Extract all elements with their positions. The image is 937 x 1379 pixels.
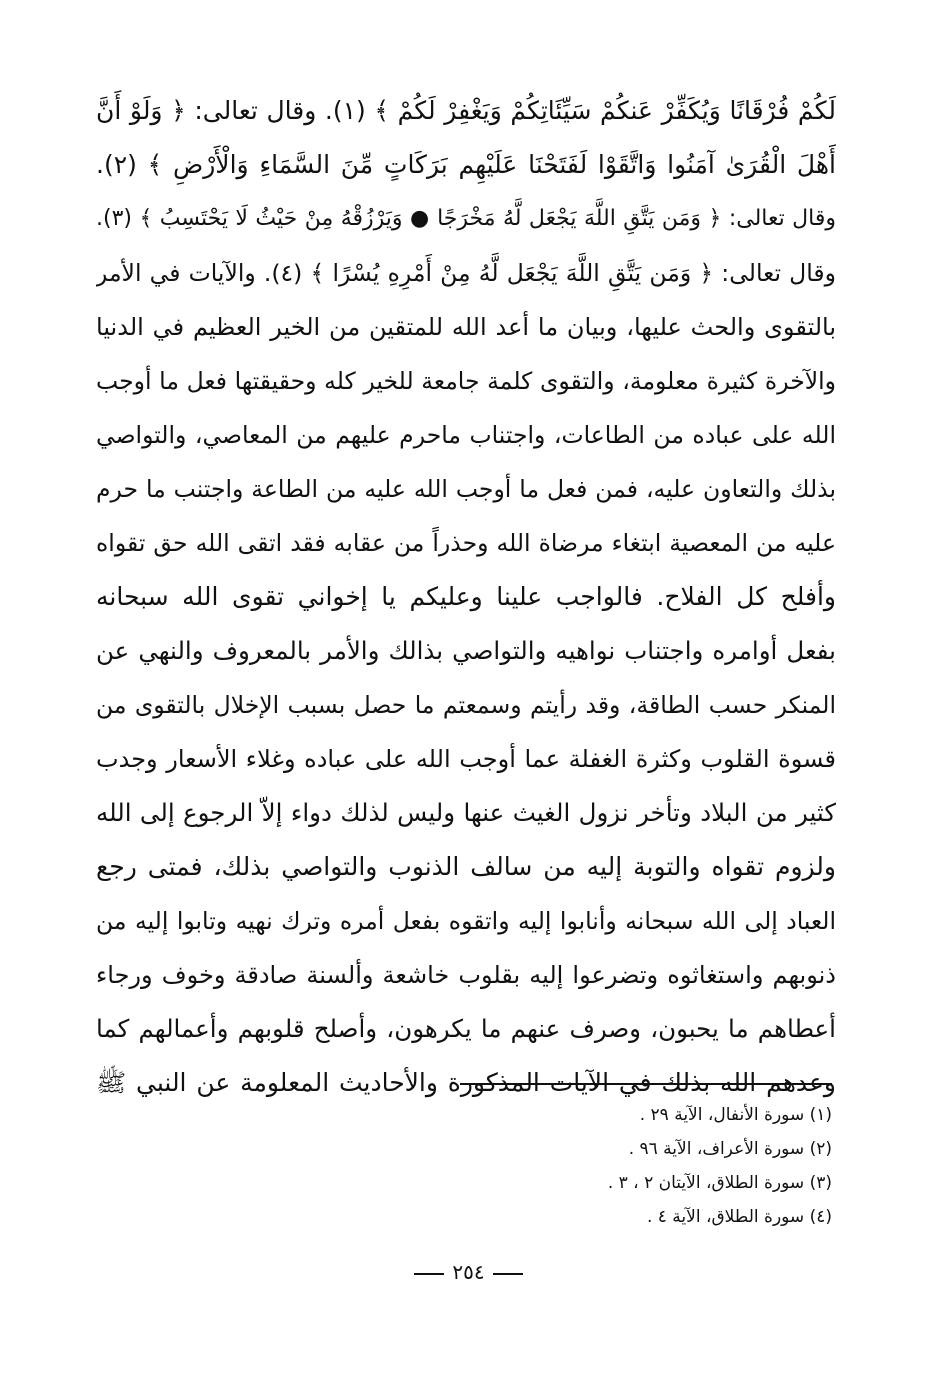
body-line: بالتقوى والحث عليها، وبيان ما أعد الله للمتقين من الخير العظيم في الدنيا (96, 313, 836, 341)
body-line: عليه من المعصية ابتغاء مرضاة الله وحذراً من عقابه فقد اتقى الله حق تقواه (96, 529, 836, 557)
footnote-4: (٤) سورة الطلاق، الآية ٤ . (646, 1207, 832, 1227)
body-line: أَهْلَ الْقُرَىٰ آمَنُوا وَاتَّقَوْا لَفَتَحْنَا عَلَيْهِم بَرَكَاتٍ مِّنَ السَّمَاءِ وَالْأَرْضِ ﴾ (٢). (96, 150, 836, 179)
footnote-2: (٢) سورة الأعراف، الآية ٩٦ . (628, 1139, 832, 1159)
body-line: والآخرة كثيرة معلومة، والتقوى كلمة جامعة للخير كله وحقيقتها فعل ما أوجب (96, 367, 836, 395)
body-line: أعطاهم ما يحبون، وصرف عنهم ما يكرهون، وأصلح قلوبهم وأعمالهم كما (96, 1014, 836, 1043)
body-line: بذلك والتعاون عليه، فمن فعل ما أوجب الله عليه من الطاعة واجتنب ما حرم (96, 475, 836, 503)
body-line: وعدهم الله بذلك في الآيات المذكورة والأحاديث المعلومة عن النبي ﷺ (96, 1068, 836, 1097)
footnote-1: (١) سورة الأنفال، الآية ٢٩ . (639, 1105, 832, 1125)
body-line: العباد إلى الله سبحانه وأنابوا إليه واتقوه بفعل أمره وترك نهيه وتابوا إليه من (96, 907, 836, 935)
body-line: كثير من البلاد وتأخر نزول الغيث عنها وليس لذلك دواء إلاّ الرجوع إلى الله (96, 798, 836, 827)
page-number-value: ٢٥٤ (452, 1260, 485, 1284)
body-line: وقال تعالى: ﴿ وَمَن يَتَّقِ اللَّهَ يَجْعَل لَّهُ مِنْ أَمْرِهِ يُسْرًا ﴾ (٤). والآيات في الأمر (96, 259, 836, 287)
body-line: لَكُمْ فُرْقَانًا وَيُكَفِّرْ عَنكُمْ سَيِّئَاتِكُمْ وَيَغْفِرْ لَكُمْ ﴾ (١). وقال تعالى: ﴿ وَلَوْ أَنَّ (96, 96, 836, 125)
footnote-3: (٣) سورة الطلاق، الآيتان ٢ ، ٣ . (607, 1173, 832, 1193)
footnote-divider (460, 1083, 832, 1085)
body-line: المنكر حسب الطاقة، وقد رأيتم وسمعتم ما حصل بسبب الإخلال بالتقوى من (96, 691, 836, 719)
body-line: الله على عباده من الطاعات، واجتناب ماحرم عليهم من المعاصي، والتواصي (96, 421, 836, 449)
page-number-dash-right (414, 1273, 444, 1275)
body-line: وأفلح كل الفلاح. فالواجب علينا وعليكم يا إخواني تقوى الله سبحانه (96, 582, 836, 611)
body-line: قسوة القلوب وكثرة الغفلة عما أوجب الله على عباده وغلاء الأسعار وجدب (96, 745, 836, 773)
body-text (96, 84, 836, 1110)
footnotes (460, 1098, 832, 1234)
body-line: ذنوبهم واستغاثوه وتضرعوا إليه بقلوب خاشعة وألسنة صادقة وخوف ورجاء (96, 961, 836, 989)
body-line: بفعل أوامره واجتناب نواهيه والتواصي بذالك والأمر بالمعروف والنهي عن (96, 636, 836, 665)
page-number (0, 1260, 937, 1284)
body-line: وقال تعالى: ﴿ وَمَن يَتَّقِ اللَّهَ يَجْعَل لَّهُ مَخْرَجًا ● وَيَرْزُقْهُ مِنْ حَيْثُ لَا يَحْتَسِبُ ﴾ (٣). (96, 206, 836, 231)
body-line: ولزوم تقواه والتوبة إليه من سالف الذنوب والتواصي بذلك، فمتى رجع (96, 852, 836, 881)
page-number-dash-left (493, 1273, 523, 1275)
